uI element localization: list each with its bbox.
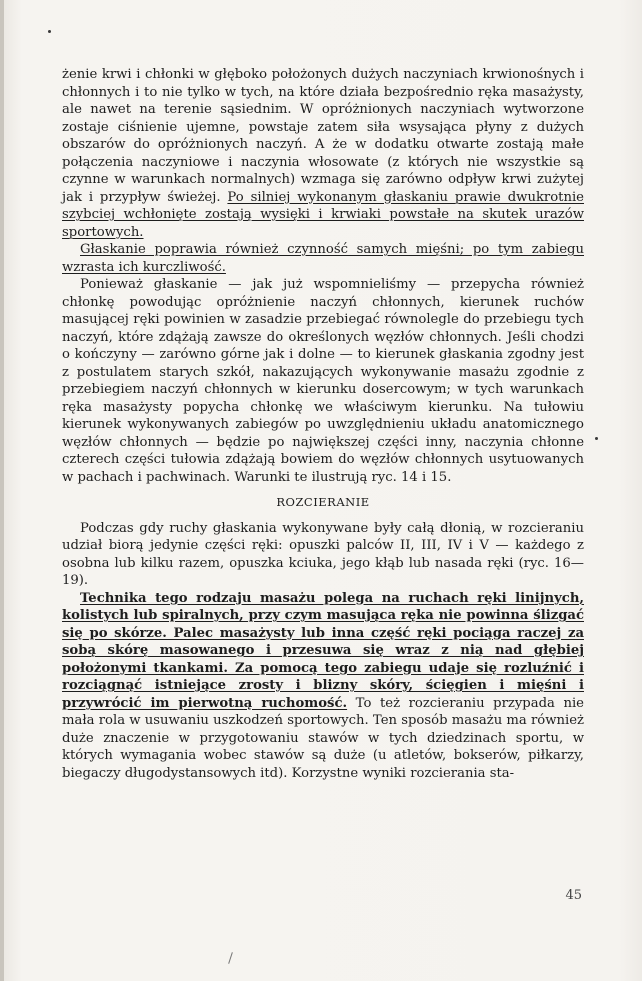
page-body [62, 66, 584, 782]
paragraph-1 [62, 66, 584, 241]
binding-edge [0, 0, 4, 981]
paragraph-5 [62, 590, 584, 783]
paragraph-1-underlined: Po silniej wykonanym głaskaniu prawie dwukrotnie szybciej wchłonięte zostają wysięki i krwiaki powstałe na skutek urazów sportowych. [62, 189, 584, 240]
paragraph-3: Ponieważ głaskanie — jak już wspomnieliśmy — przepycha również chłonkę powodując opróżnienie naczyń chłonnych, kierunek ruchów masującej ręki powinien w zasadzie przebiegać równolegle do przebiegu tych naczyń, które zdążają zawsze do określonych węzłów chłonnych. Jeśli chodzi o kończyny — zarówno górne jak i dolne — to kierunek głaskania zgodny jest z postulatem starych szkół, nakazujących wykonywanie masażu zgodnie z przebiegiem naczyń chłonnych w kierunku dosercowym; w tych warunkach ręka masażysty popycha chłonkę we właściwym kierunku. Na tułowiu kierunek wykonywanych zabiegów po uwzględnieniu układu anatomicznego węzłów chłonnych — będzie po największej części inny, naczynia chłonne czterech części tułowia zdążają bowiem do węzłów chłonnych usytuowanych w pachach i pachwinach. Warunki te ilustrują ryc. 14 i 15. [62, 277, 584, 485]
paragraph-5-underlined: Technika tego rodzaju masażu polega na ruchach ręki linijnych, kolistych lub spiralnych, przy czym masująca ręka nie powinna ślizgać się po skórze. Palec masażysty lub inna część ręki pociąga raczej za sobą skórę masowanego i przesuwa się wraz z nią nad głębiej położonymi tkankami. Za pomocą tego zabiegu udaje się rozluźnić i rozciągnąć istniejące zrosty i blizny skóry, ścięgien i mięśni i przywrócić im pierwotną ruchomość. [62, 590, 584, 711]
speck-mark [595, 437, 598, 440]
pencil-mark [228, 952, 233, 964]
paragraph-4: Podczas gdy ruchy głaskania wykonywane były całą dłonią, w rozcieraniu udział biorą jedynie części ręki: opuszki palców II, III, IV i V — każdego z osobna lub kilku razem, opuszka kciuka, jego kłąb lub nasada ręki (ryc. 16—19). [62, 520, 584, 588]
paragraph-2-underlined: Głaskanie poprawia również czynność samych mięśni; po tym zabiegu wzrasta ich kurczliwość. [62, 242, 584, 275]
speck-mark [48, 30, 51, 33]
paragraph-5-text: To też rozcieraniu przypada nie mała rola w usuwaniu uszkodzeń sportowych. Ten sposób masażu ma również duże znaczenie w przygotowaniu stawów w tych dziedzinach sportu, w których wymagania wobec stawów są duże (u atletów, bokserów, piłkarzy, biegaczy długodystansowych itd). Korzystne wyniki rozcierania sta- [62, 695, 584, 781]
paragraph-1-text: żenie krwi i chłonki w głęboko położonych dużych naczyniach krwionośnych i chłonnych i to nie tylko w tych, na które działa bezpośrednio ręka masażysty, ale nawet na terenie sąsiednim. W opróżnionych naczyniach wytworzone zostaje ciśnienie ujemne, powstaje zatem siła wsysająca płyny z dużych obszarów do opróżnionych naczyń. A że w dodatku otwarte zostają małe połączenia naczyniowe i naczynia włosowate (z których nie wszystkie są czynne w warunkach normalnych) wzmaga się zarówno odpływ krwi zużytej jak i przypływ świeżej. [62, 67, 584, 205]
paragraph-2 [62, 241, 584, 276]
section-heading: ROZCIERANIE [276, 495, 370, 509]
page-number: 45 [565, 888, 582, 903]
